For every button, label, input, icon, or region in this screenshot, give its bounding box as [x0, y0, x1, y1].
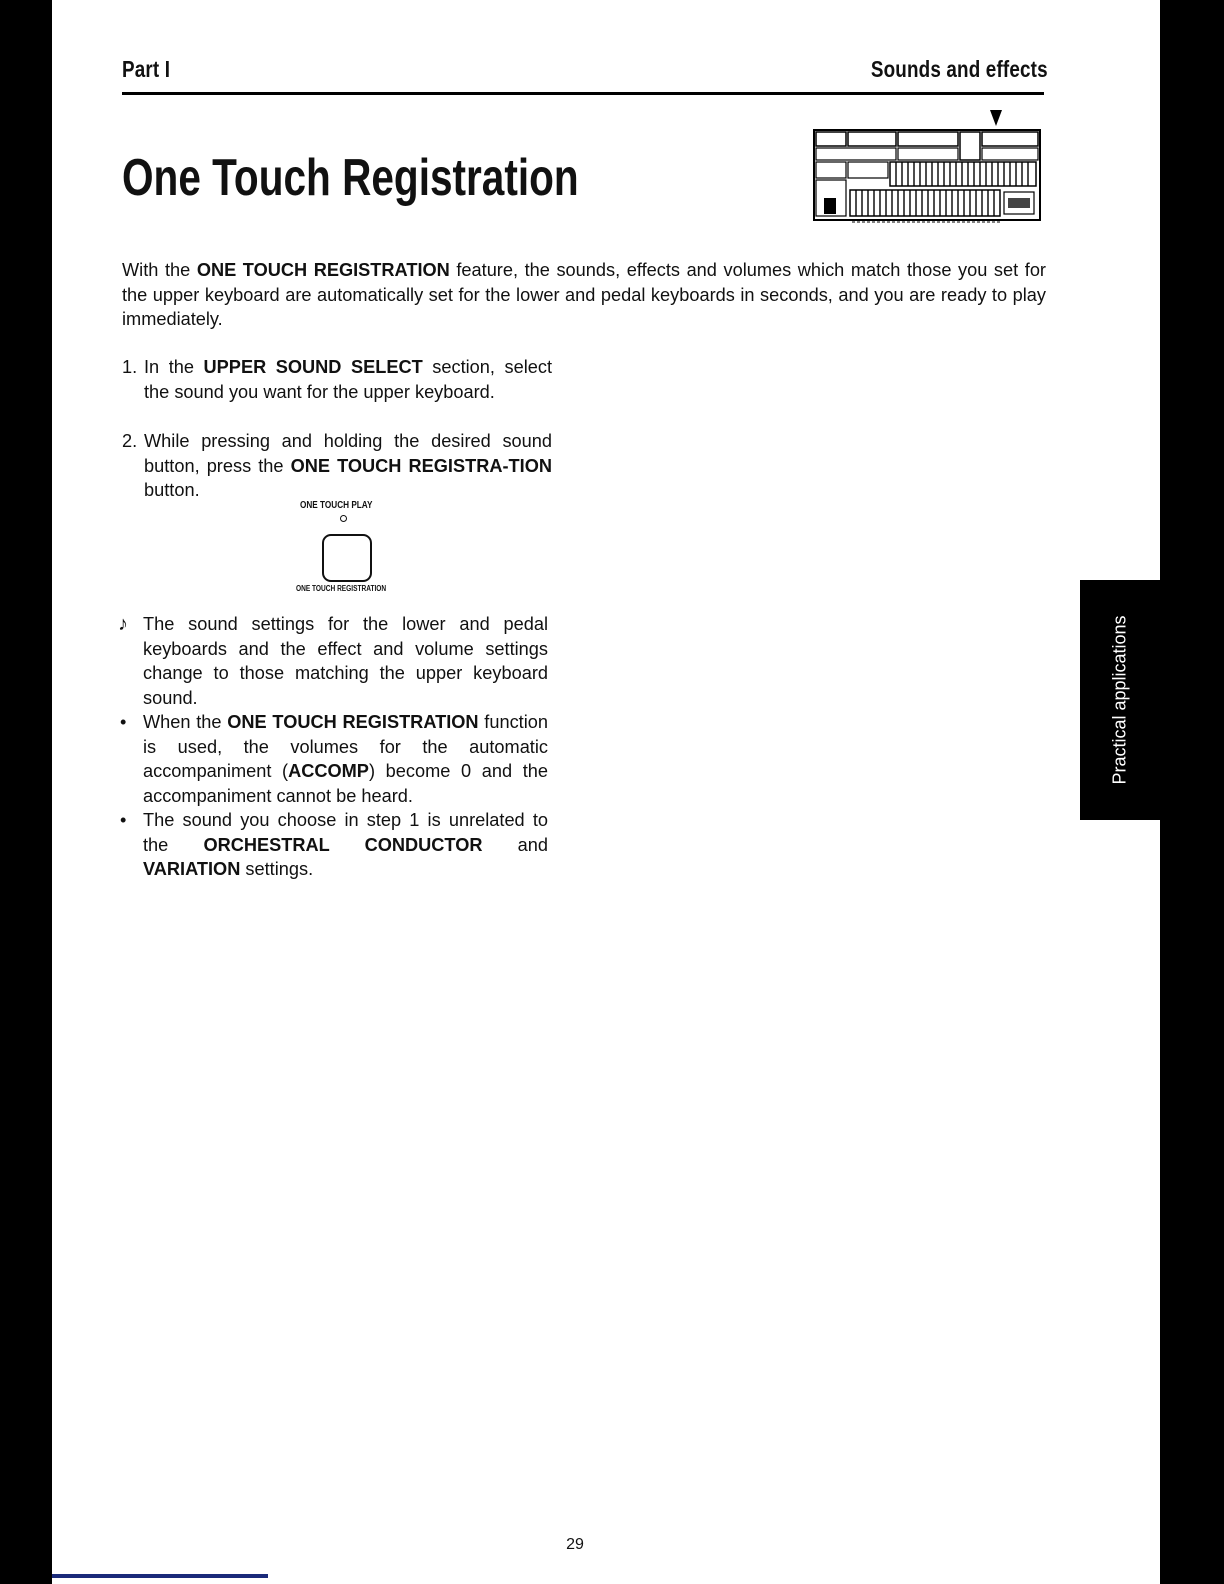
result-note: ♪ The sound settings for the lower and pedal keyboards and the effect and volume settings change to those matching the upper keyboard sound. [118, 613, 548, 708]
header-rule [122, 92, 1044, 95]
one-touch-play-label: ONE TOUCH PLAY [300, 500, 373, 511]
indicator-led-icon [340, 515, 347, 522]
step-number: 2. [122, 431, 138, 451]
notes-list [118, 710, 548, 882]
intro-paragraph: With the ONE TOUCH REGISTRATION feature, the sounds, effects and volumes which match those you set for the upper keyboard are automatically set for the lower and pedal keyboards in seconds, and you are ready to play immediately. [122, 260, 1046, 329]
one-touch-button-figure [286, 498, 406, 602]
one-touch-registration-label: ONE TOUCH REGISTRATION [296, 584, 387, 593]
bullet-icon: • [120, 810, 127, 830]
header-section: Sounds and effects [871, 56, 1048, 82]
page-number: 29 [566, 1536, 584, 1553]
side-tab-label: Practical applications [1109, 615, 1130, 785]
step-number: 1. [122, 357, 138, 377]
header-part: Part I [122, 56, 171, 82]
one-touch-registration-button [322, 534, 372, 582]
scan-border-left [0, 0, 52, 1584]
scan-border-right [1160, 0, 1224, 1584]
step-keyword: ONE TOUCH REGISTRA-TION [290, 455, 552, 476]
step-1: 1. In the UPPER SOUND SELECT section, select the sound you want for the upper keyboard. [122, 357, 553, 402]
page-title: One Touch Registration [122, 149, 579, 207]
step-2: 2. While pressing and holding the desired sound button, press the ONE TOUCH REGISTRA-TION button. [122, 431, 552, 500]
scan-edge-mark [52, 1574, 268, 1578]
list-item: • When the ONE TOUCH REGISTRATION function is used, the volumes for the automatic accompaniment (ACCOMP) become 0 and the accompaniment cannot be heard. [120, 712, 549, 806]
keyboard-control-panel-diagram [812, 108, 1044, 228]
list-item: • The sound you choose in step 1 is unrelated to the ORCHESTRAL CONDUCTOR and VARIATION settings. [120, 810, 548, 879]
step-keyword: UPPER SOUND SELECT [203, 357, 423, 377]
bullet-icon: • [120, 712, 127, 732]
music-note-icon: ♪ [118, 613, 128, 635]
intro-keyword: ONE TOUCH REGISTRATION [196, 260, 450, 280]
side-tab [1080, 580, 1160, 820]
